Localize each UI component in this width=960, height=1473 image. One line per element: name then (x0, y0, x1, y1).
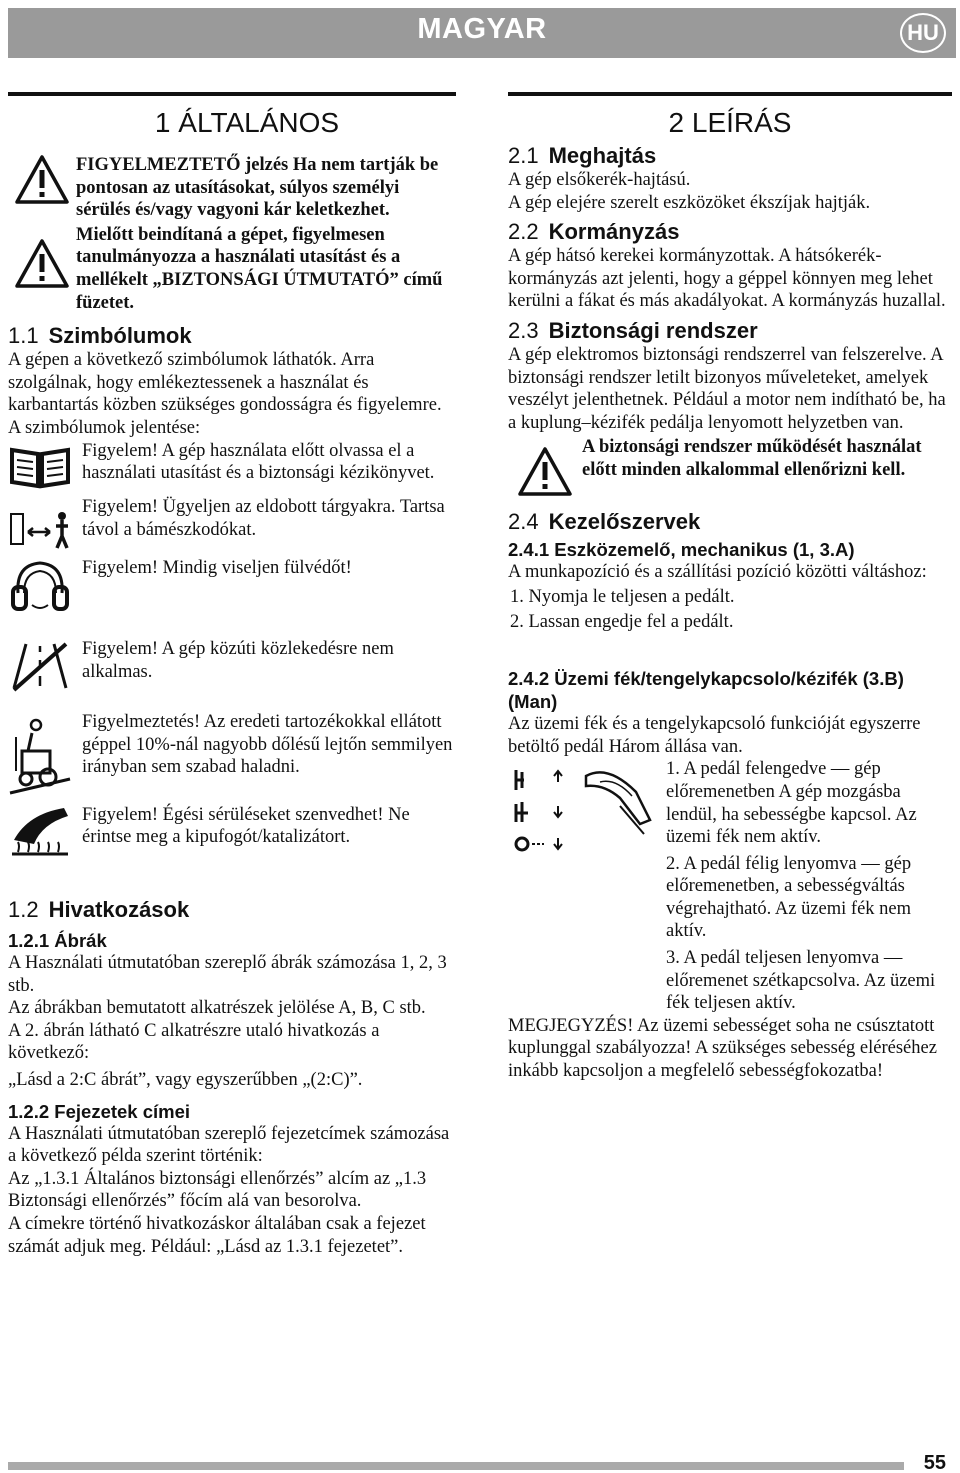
paragraph: A Használati útmutatóban szereplő ábrák számozása 1, 2, 3 stb. (8, 953, 447, 996)
heading-1-2-1 (8, 929, 456, 952)
pedal-position-2: 2. A pedál félig lenyomva — gép előremenetben, a sebességváltás végrehajtható. Az üzemi fék nem aktív. (666, 853, 912, 942)
paragraph: A címekre történő hivatkozáskor általában csak a fejezet számát adjuk meg. Például: „Lásd az 1.3.1 fejezetet”. (8, 1214, 426, 1257)
symbol-description: Figyelem! A gép közúti közlekedésre nem alkalmas. (82, 639, 394, 682)
heading-text: Meghajtás (548, 143, 657, 168)
warning-text: FIGYELMEZTETŐ jelzés Ha nem tartják be pontosan az utasításokat, súlyos személyi sérülés és/vagy vagyoni kár keletkezhet. (76, 155, 439, 221)
warning-triangle-icon (508, 436, 582, 498)
heading-text: Hivatkozások (48, 897, 190, 923)
symbol-description: Figyelmeztetés! Az eredeti tartozékokkal ellátott géppel 10%-nál nagyobb dőlésű lejtőn semmilyen irányban sem szabad haladni. (82, 711, 453, 778)
manual-book-icon (8, 440, 82, 497)
symbol-row-ear-protection (8, 557, 456, 622)
heading-number: 2.1 (508, 143, 539, 168)
paragraph: A gép elejére szerelt eszközöket ékszíjak hajtják. (508, 192, 871, 213)
heading-2-2 (508, 218, 952, 245)
heading-number: 2.3 (508, 317, 539, 343)
heading-text: Biztonsági rendszer (548, 317, 758, 343)
heading-number: 1.2.2 (8, 1100, 50, 1122)
section-rule (8, 92, 456, 96)
pedal-position-1: 1. A pedál felengedve — gép előremenetben A gép mozgásba lendül, ha sebességbe kapcsol. Az üzemi fék nem aktív. (666, 759, 917, 848)
page-header (8, 8, 956, 58)
no-road-traffic-icon (8, 638, 82, 703)
heading-number: 2.2 (508, 219, 539, 245)
warning-block-1 (8, 154, 456, 222)
paragraph: A munkapozíció és a szállítási pozíció közötti váltáshoz: (508, 562, 927, 583)
heading-text: Kormányzás (548, 219, 680, 245)
paragraph: Az ábrákban bemutatott alkatrészek jelölése A, B, C stb. (8, 998, 426, 1019)
heading-number: 1.2.1 (8, 930, 50, 952)
note-paragraph (508, 1015, 952, 1083)
bystanders-distance-icon (8, 496, 82, 557)
heading-number: 1.2 (8, 897, 39, 923)
left-column (8, 92, 456, 1258)
symbol-description: Figyelem! Ügyeljen az eldobott tárgyakra. Tartsa távol a bámészkodókat. (82, 497, 445, 540)
symbol-description: Figyelem! Mindig viseljen fülvédőt! (82, 557, 352, 578)
heading-1-2-2 (8, 1100, 456, 1123)
warning-text: Mielőtt beindítaná a gépet, figyelmesen tanulmányozza a használati utasítást és a mellékelt „BIZTONSÁGI ÚTMUTATÓ” című füzetet. (76, 224, 443, 313)
paragraph: A gép elsőkerék-hajtású. (508, 170, 691, 190)
paragraph: „Lásd a 2:C ábrát”, vagy egyszerűbben „(2:C)”. (8, 1070, 363, 1091)
heading-number: 2.4.2 (508, 668, 550, 690)
section-title: 2 LEÍRÁS (668, 107, 792, 138)
note-text: Az üzemi sebességet soha ne csúsztatott kuplunggal szabályozza! A szükséges sebesség eléréséhez inkább kapcsoljon a megfelelő sebességfokozatba! (508, 1015, 937, 1082)
symbol-row-hot-surface (8, 804, 456, 867)
heading-2-4 (508, 508, 952, 535)
list-item: 2. Lassan engedje fel a pedált. (510, 611, 734, 632)
list-item: 1. Nyomja le teljesen a pedált. (510, 586, 735, 607)
warning-triangle-icon (8, 224, 76, 290)
paragraph: A gép hátsó kerekei kormányzottak. A hátsókerék-kormányzás azt jelenti, hogy a géppel könnyen meg lehet kerülni a fákat és más akadályokat. A kormányzás huzallal. (508, 246, 946, 312)
header-title: MAGYAR (417, 13, 547, 45)
heading-text: Kezelőszervek (548, 509, 701, 535)
heading-1-2 (8, 896, 456, 923)
heading-2-4-1 (508, 538, 952, 561)
heading-text: Fejezetek címei (54, 1100, 191, 1122)
heading-number: 2.4 (508, 509, 539, 535)
note-label: MEGJEGYZÉS! (508, 1015, 634, 1036)
symbol-row-slope (8, 711, 456, 804)
symbol-description: Figyelem! A gép használata előtt olvassa el a használati utasítást és a biztonsági kézikönyvet. (82, 440, 435, 484)
heading-2-1 (508, 142, 952, 169)
pedal-position-3: 3. A pedál teljesen lenyomva — előremenet szétkapcsolva. Az üzemi fék teljesen aktív. (666, 948, 936, 1014)
heading-2-4-2 (508, 667, 952, 713)
paragraph: A gép elektromos biztonsági rendszerrel van felszerelve. A biztonsági rendszer letilt bizonyos műveleteket, amelyek veszélyt jelenthetnek. Például a motor nem indítható be, ha a kuplung–kézifék pedálja lenyomott helyzetben van. (508, 344, 946, 433)
section-rule (508, 92, 952, 96)
warning-text: A biztonsági rendszer működését használat előtt minden alkalommal ellenőrizni kell. (582, 437, 922, 480)
symbol-row-manual (8, 440, 456, 497)
heading-number: 2.4.1 (508, 539, 550, 561)
footer-bar (8, 1462, 904, 1470)
heading-text: Eszközemelő, mechanikus (1, 3.A) (554, 539, 855, 561)
heading-text: Szimbólumok (48, 323, 192, 349)
heading-number: 1.1 (8, 323, 39, 349)
heading-text: Ábrák (54, 930, 107, 952)
warning-triangle-icon (8, 154, 76, 206)
safety-warning-block (508, 436, 952, 498)
section-title: 1 ÁLTALÁNOS (154, 107, 340, 138)
language-badge: HU (900, 13, 946, 53)
paragraph: A Használati útmutatóban szereplő fejezetcímek számozása a következő példa szerint történik: (8, 1123, 450, 1167)
paragraph: A 2. ábrán látható C alkatrészre utaló hivatkozás a következő: (8, 1020, 380, 1064)
paragraph: Az üzemi fék és a tengelykapcsoló funkcióját egyszerre betöltő pedál Három állása van. (508, 714, 921, 757)
paragraph: A gépen a következő szimbólumok láthatók. Arra szolgálnak, hogy emlékeztessenek a használat és karbantartás közben szükséges gondosságra és figyelemre. (8, 350, 442, 416)
ear-protection-icon (8, 557, 82, 622)
warning-block-2 (8, 224, 456, 314)
slope-warning-icon (8, 711, 82, 804)
symbol-description: Figyelem! Égési sérüléseket szenvedhet! Ne érintse meg a kipufogót/katalizátort. (82, 804, 410, 848)
pedal-positions (508, 758, 952, 1015)
page-number: 55 (923, 1452, 946, 1473)
heading-2-3 (508, 317, 952, 344)
pedal-diagram-icon (508, 762, 658, 861)
symbol-row-bystanders (8, 496, 456, 557)
heading-1-1 (8, 322, 456, 349)
hot-surface-icon (8, 804, 82, 867)
heading-text: Üzemi fék/tengelykapcsolo/kézifék (3.B) (Man) (508, 668, 904, 713)
paragraph: Az „1.3.1 Általános biztonsági ellenőrzés” alcím az „1.3 Biztonsági ellenőrzés” főcím alá van besorolva. (8, 1168, 427, 1212)
symbol-row-no-road (8, 638, 456, 703)
right-column (508, 92, 952, 1083)
paragraph: A szimbólumok jelentése: (8, 417, 201, 438)
